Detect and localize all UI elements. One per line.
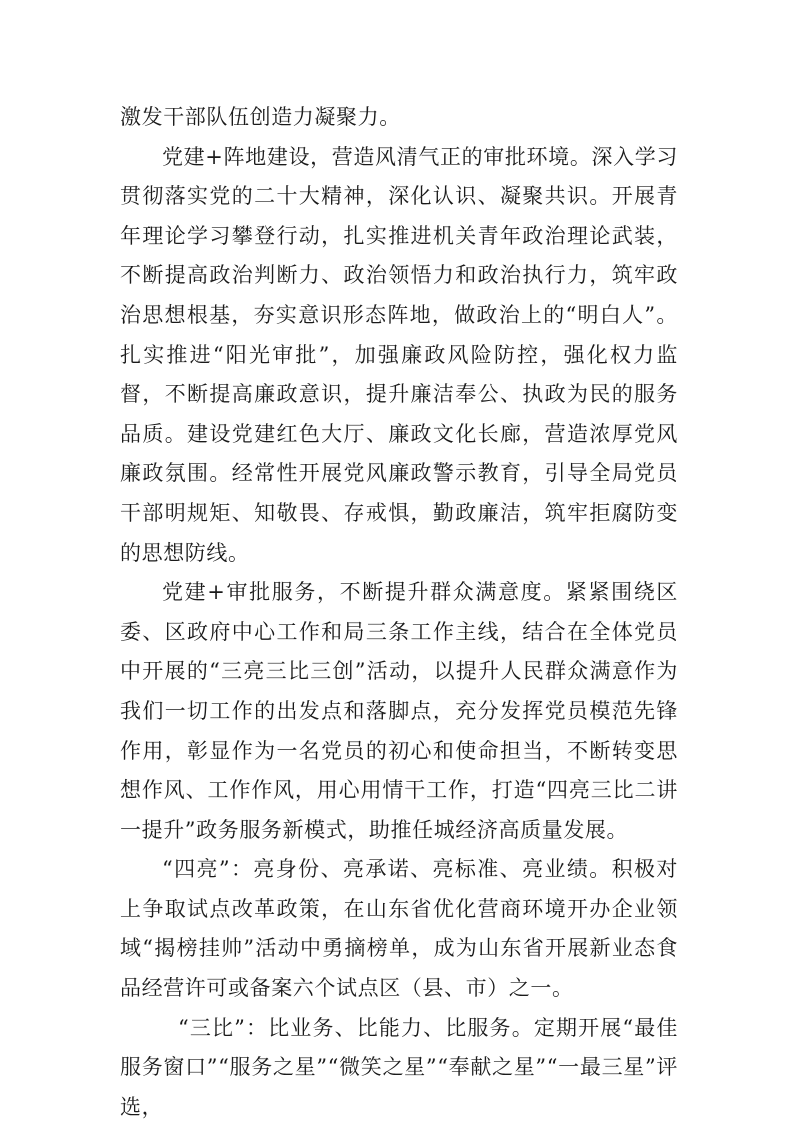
document-body bbox=[120, 98, 678, 1127]
paragraph-continuation: 激发干部队伍创造力凝聚力。 bbox=[120, 105, 401, 129]
paragraph-three-comparisons: “三比”：比业务、比能力、比服务。定期开展“最佳服务窗口”“服务之星”“微笑之星”“奉献之星”“一最三星”评选， bbox=[120, 1015, 678, 1119]
paragraph-four-shows: “四亮”：亮身份、亮承诺、亮标准、亮业绩。积极对上争取试点改革政策，在山东省优化营商环境开办企业领域“揭榜挂帅”活动中勇摘榜单，成为山东省开展新业态食品经营许可或备案六个试点区（县、市）之一。 bbox=[120, 857, 678, 1001]
paragraph-party-building-approval-service: 党建+审批服务，不断提升群众满意度。紧紧围绕区委、区政府中心工作和局三条工作主线，结合在全体党员中开展的“三亮三比三创”活动，以提升人民群众满意作为我们一切工作的出发点和落脚点，充分发挥党员模范先锋作用，彰显作为一名党员的初心和使命担当，不断转变思想作风、工作作风，用心用情干工作，打造“四亮三比二讲一提升”政务服务新模式，助推任城经济高质量发展。 bbox=[120, 580, 678, 842]
paragraph-party-building-position: 党建+阵地建设，营造风清气正的审批环境。深入学习贯彻落实党的二十大精神，深化认识、凝聚共识。开展青年理论学习攀登行动，扎实推进机关青年政治理论武装，不断提高政治判断力、政治领悟力和政治执行力，筑牢政治思想根基，夯实意识形态阵地，做政治上的“明白人”。扎实推进“阳光审批”，加强廉政风险防控，强化权力监督，不断提高廉政意识，提升廉洁奉公、执政为民的服务品质。建设党建红色大厅、廉政文化长廊，营造浓厚党风廉政氛围。经常性开展党风廉政警示教育，引导全局党员干部明规矩、知敬畏、存戒惧，勤政廉洁，筑牢拒腐防变的思想防线。 bbox=[120, 144, 678, 565]
